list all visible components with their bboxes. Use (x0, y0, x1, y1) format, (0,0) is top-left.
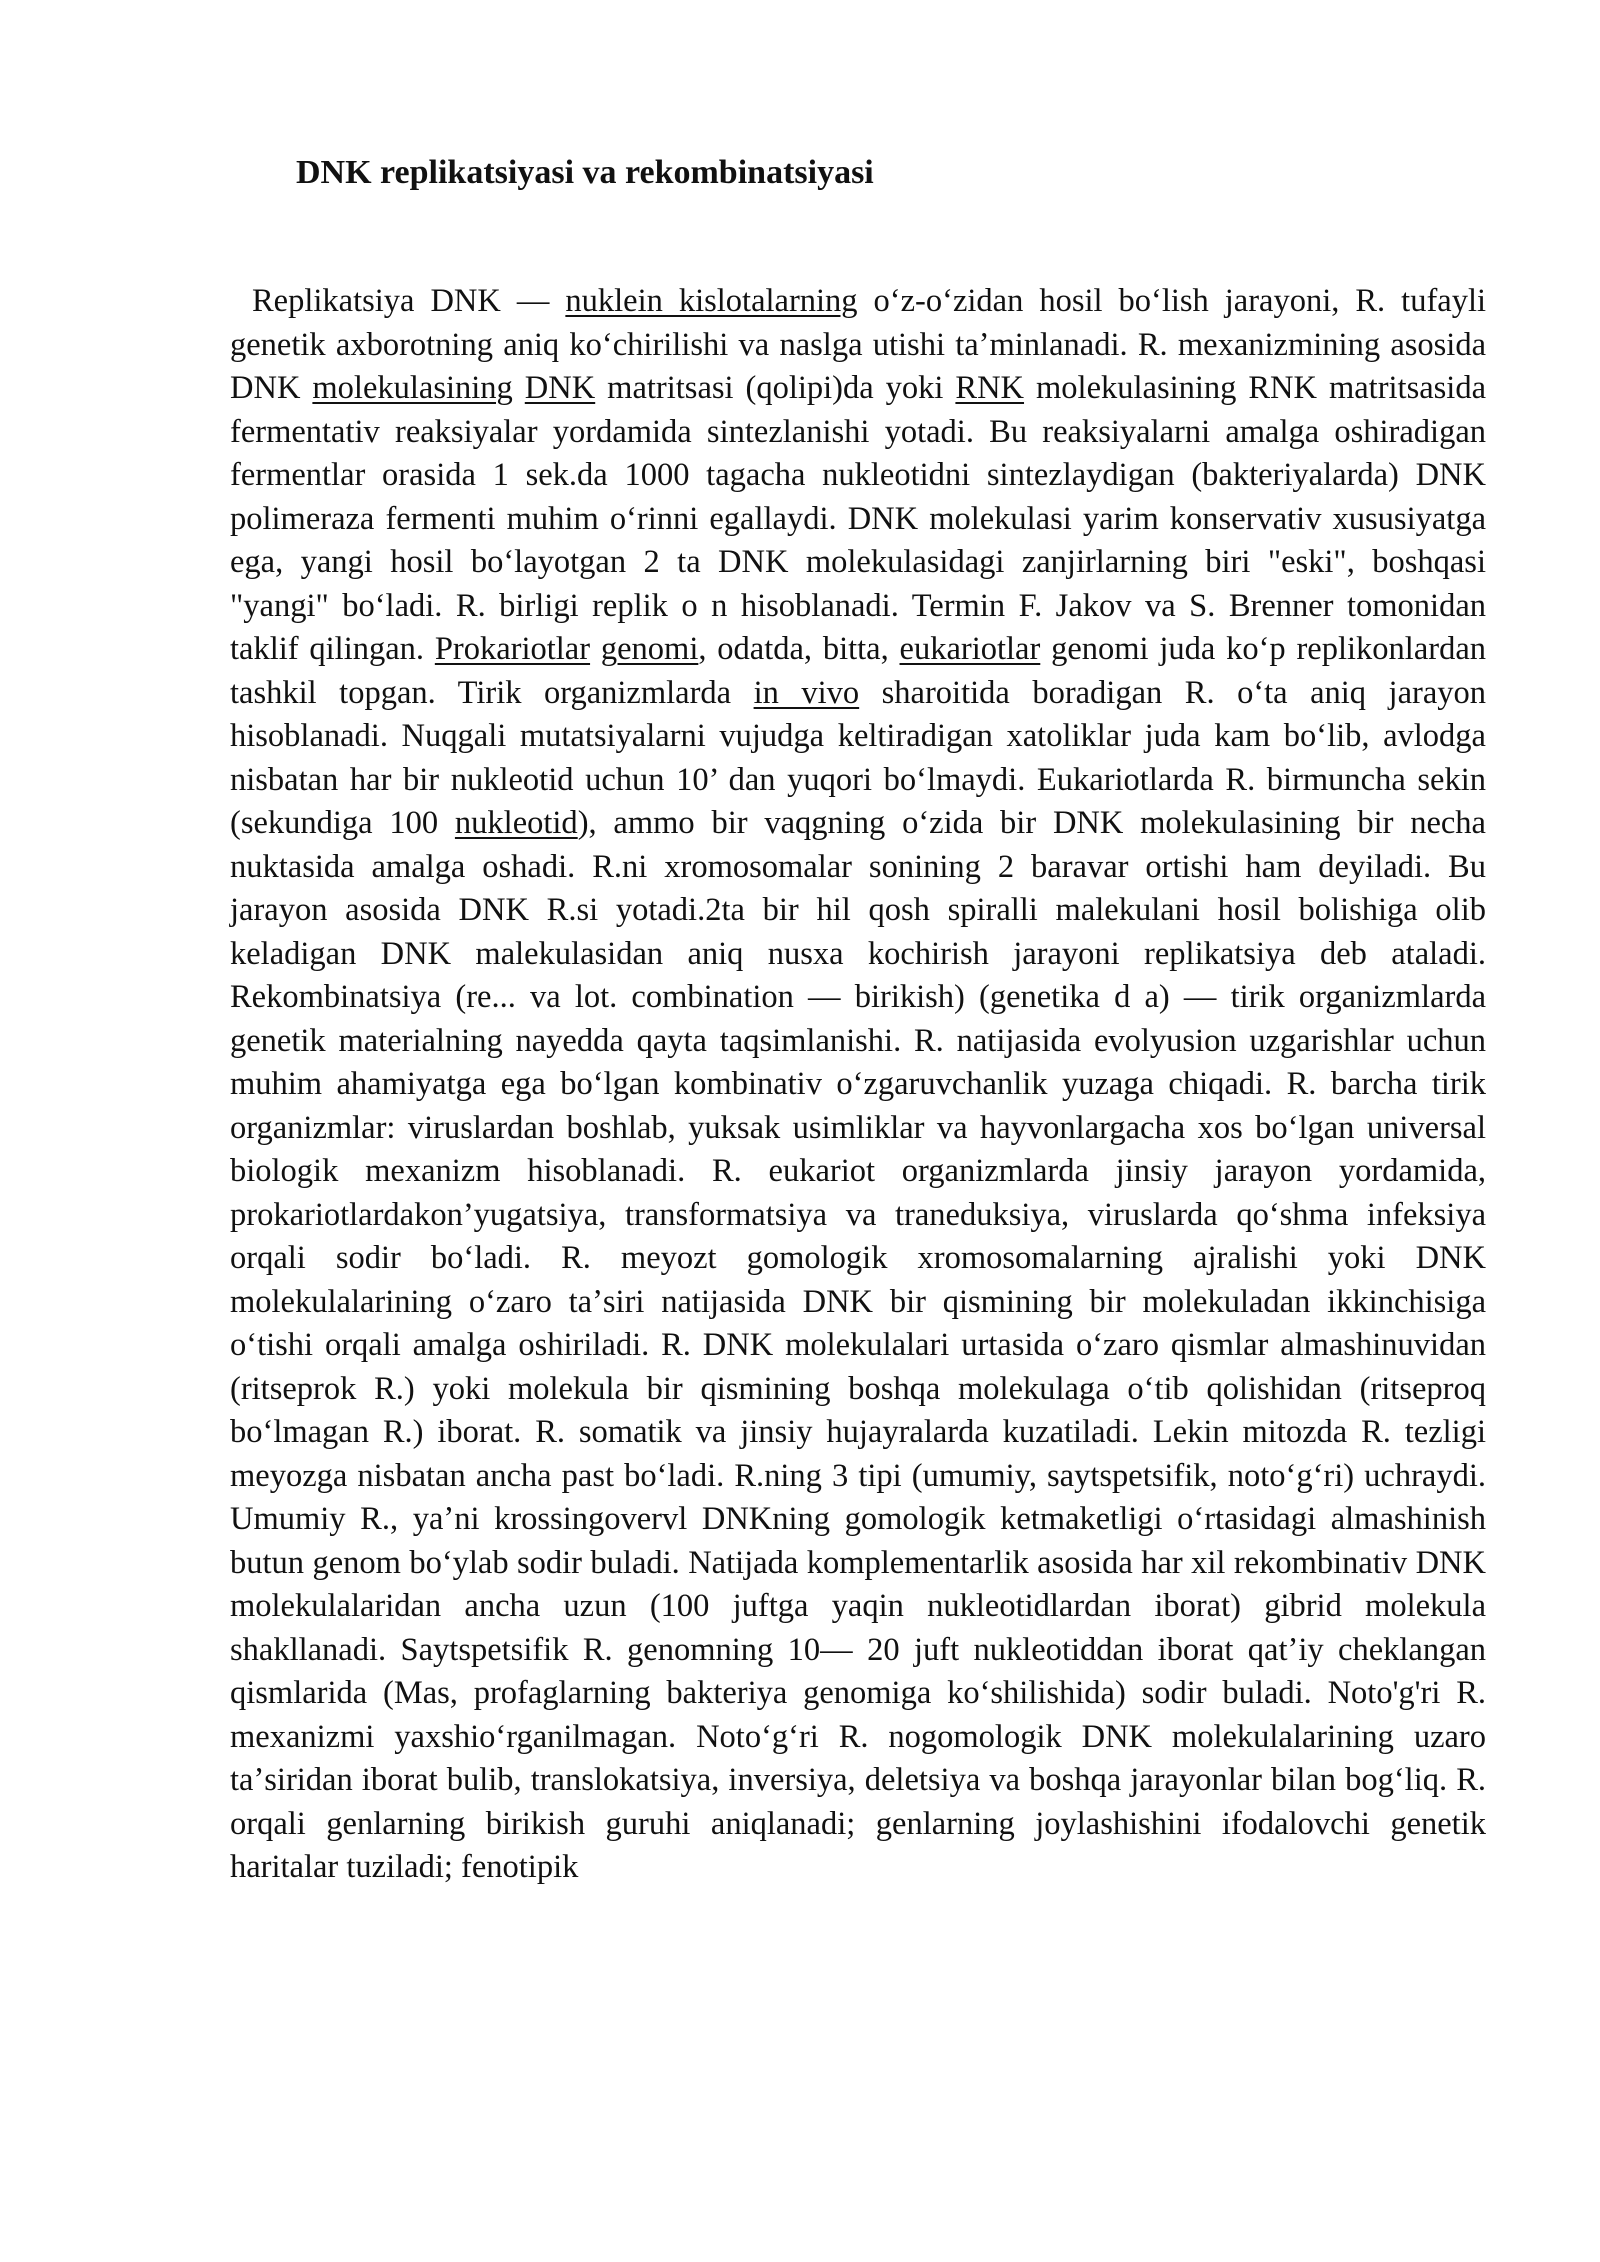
text-segment: matritsasi (qolipi)da yoki (595, 370, 956, 406)
link-eukariotlar[interactable]: eukariotlar (899, 631, 1041, 667)
text-segment (590, 631, 601, 667)
link-nukleotid[interactable]: nukleotid (454, 805, 578, 841)
link-genomi[interactable]: genomi (600, 631, 699, 667)
body-paragraph (230, 280, 1486, 1890)
text-segment: ), ammo bir vaqgning oʻzida bir DNK molekulasining bir necha nuktasida amalga oshadi. R.ni xromosomalar sonining 2 baravar ortishi ham deyiladi. Bu jarayon asosida DNK R.si yotadi.2ta bir hil qosh spiralli malekulani hosil bolishiga olib keladigan DNK malekulasidan aniq nusxa kochirish jarayoni replikatsiya deb ataladi. Rekombinatsiya (re... va lot. combination — birikish) (genetika d a) — tirik organizmlarda genetik materialning nayedda qayta taqsimlanishi. R. natijasida evolyusion uzgarishlar uchun muhim ahamiyatga ega boʻlgan kombinativ oʻzgaruvchanlik yuzaga chiqadi. R. barcha tirik organizmlar: viruslardan boshlab, yuksak usimliklar va hayvonlargacha xos boʻlgan universal biologik mexanizm hisoblanadi. R. eukariot organizmlarda jinsiy jarayon yordamida, prokariotlardakon’yugatsiya, transformatsiya va traneduksiya, viruslarda qoʻshma infeksiya orqali sodir boʻladi. R. meyozt gomologik xromosomalarning ajralishi yoki DNK molekulalarining oʻzaro taʼsiri natijasida DNK bir qismining bir molekuladan ikkinchisiga oʻtishi orqali amalga oshiriladi. R. DNK molekulalari urtasida oʻzaro qismlar almashinuvidan (ritseprok R.) yoki molekula bir qismining boshqa molekulaga oʻtib qolishidan (ritseproq boʻlmagan R.) iborat. R. somatik va jinsiy hujayralarda kuzatiladi. Lekin mitozda R. tezligi meyozga nisbatan ancha past boʻladi. R.ning 3 tipi (umumiy, saytspetsifik, notoʻgʻri) uchraydi. Umumiy R., yaʼni krossingovervl DNKning gomologik ketmaketligi oʻrtasidagi almashinish butun genom boʻylab sodir buladi. Natijada komplementarlik asosida har xil rekombinativ DNK molekulalaridan ancha uzun (100 juftga yaqin nukleotidlardan iborat) gibrid molekula shakllanadi. Saytspetsifik R. genomning 10— 20 juft nukleotiddan iborat qatʼiy cheklangan qismlarida (Mas, profaglarning bakteriya genomiga koʻshilishida) sodir buladi. Noto'g'ri R. mexanizmi yaxshioʻrganilmagan. Notoʻgʻri R. nogomologik DNK molekulalarining uzaro taʼsiridan iborat bulib, translokatsiya, inversiya, deletsiya va boshqa jarayonlar bilan bogʻliq. R. orqali genlarning birikish guruhi aniqlanadi; genlarning joylashishini ifodalovchi genetik haritalar tuziladi; fenotipik (230, 805, 1486, 1885)
text-segment: Replikatsiya DNK — (252, 283, 566, 319)
text-segment: , odatda, bitta, (698, 631, 900, 667)
link-dnk[interactable]: DNK (524, 370, 596, 406)
text-segment: sharoitida boradigan R. oʻta aniq jarayon hisoblanadi. Nuqgali mutatsiyalarni vujudga keltiradigan xatoliklar juda kam boʻlib, avlodga nisbatan har bir nukleotid uchun 10’ dan yuqori boʻlmaydi. Eukariotlarda R. birmuncha sekin (sekundiga 100 (230, 674, 1486, 841)
text-segment: molekulasining RNK matritsasida fermentativ reaksiyalar yordamida sintezlanishi yotadi. Bu reaksiyalarni amalga oshiradigan fermentlar orasida 1 sek.da 1000 tagacha nukleotidni sintezlaydigan (bakteriyalarda) DNK polimeraza fermenti muhim oʻrinni egallaydi. DNK molekulasi yarim konservativ xususiyatga ega, yangi hosil boʻlayotgan 2 ta DNK molekulasidagi zanjirlarning biri "eski", boshqasi "yangi" boʻladi. R. birligi replik o n hisoblanadi. Termin F. Jakov va S. Brenner tomonidan taklif qilingan. (230, 370, 1487, 667)
text-segment: genomi juda koʻp replikonlardan tashkil topgan. Tirik organizmlarda (230, 631, 1486, 711)
document-title: DNK replikatsiyasi va rekombinatsiyasi (296, 154, 874, 191)
link-nuklein-kislotalarning[interactable]: nuklein kislotalarning (565, 283, 858, 319)
text-segment (513, 370, 525, 406)
link-prokariotlar[interactable]: Prokariotlar (434, 631, 591, 667)
link-molekulasining[interactable]: molekulasining (312, 370, 513, 406)
link-rnk[interactable]: RNK (955, 370, 1025, 406)
link-in-vivo[interactable]: in vivo (753, 674, 860, 711)
text-segment: oʻz-oʻzidan hosil boʻlish jarayoni, R. tufayli genetik axborotning aniq koʻchirilishi va naslga utishi taʼminlanadi. R. mexanizmining asosida DNK (230, 283, 1487, 406)
